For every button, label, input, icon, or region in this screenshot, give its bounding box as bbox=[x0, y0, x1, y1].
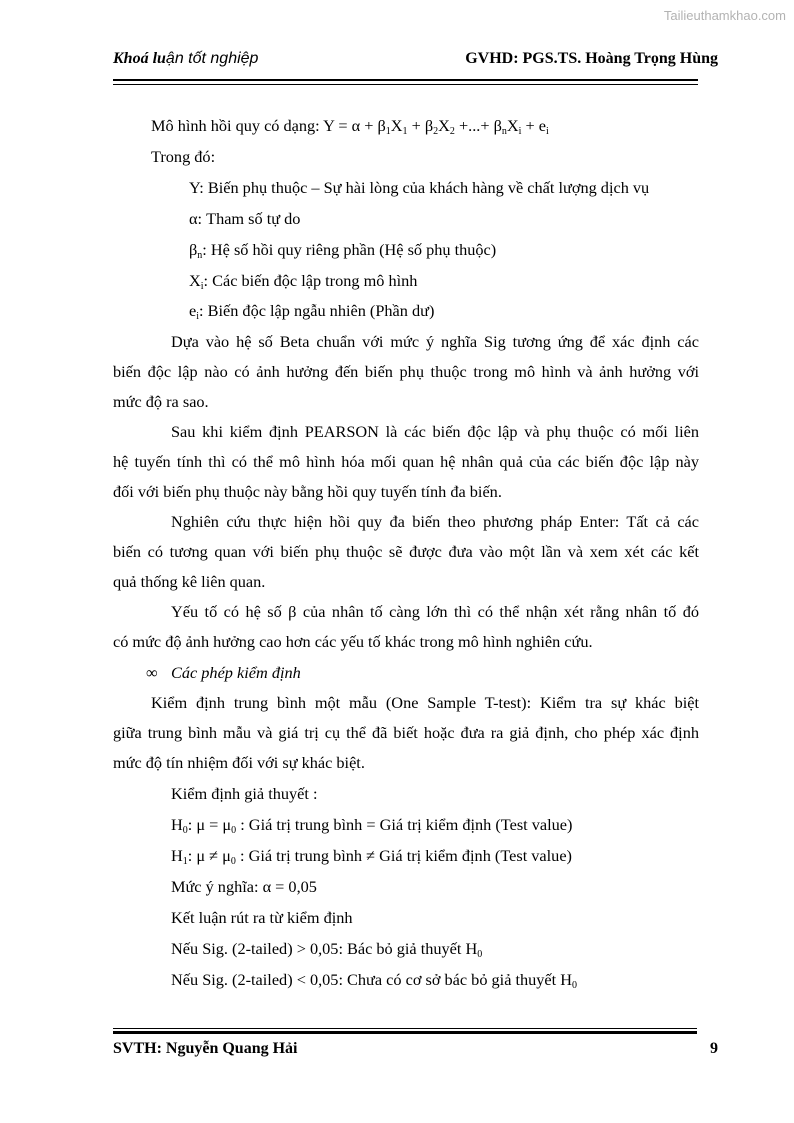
paragraph-line: Yếu tố có hệ số β của nhân tố càng lớn thì có thể nhận xét rằng nhân tố đó bbox=[171, 602, 699, 621]
header-rule-thin bbox=[113, 84, 698, 85]
regression-model: Mô hình hồi quy có dạng: $Y = \alpha + \beta_1X_1 + \beta_2X_2$ +...+ $\beta_nX_i + e_i$ bbox=[151, 116, 549, 137]
paragraph-line: có mức độ ảnh hưởng cao hơn các yếu tố khác trong mô hình nghiên cứu. bbox=[113, 632, 593, 651]
where-label: Trong đó: bbox=[151, 147, 216, 166]
definition-y: Y: Biến phụ thuộc – Sự hài lòng của khách hàng về chất lượng dịch vụ bbox=[189, 178, 650, 197]
footer-author: SVTH: Nguyễn Quang Hải bbox=[113, 1040, 298, 1057]
hypothesis-h1: $H_1$: $\mu \ne \mu_0$ : Giá trị trung bình ≠ Giá trị kiểm định (Test value) bbox=[171, 846, 572, 867]
header-thesis-label bbox=[113, 50, 258, 68]
paragraph-line: giữa trung bình mẫu và giá trị cụ thể đã biết hoặc đưa ra giả định, cho phép xác định bbox=[113, 723, 699, 742]
decision-rule-accept: Nếu Sig. (2-tailed) < 0,05: Chưa có cơ sở bác bỏ giả thuyết $H_0$ bbox=[171, 970, 578, 991]
page-number: 9 bbox=[710, 1040, 718, 1057]
header-thesis-label-bold: Khoá lu bbox=[113, 50, 166, 67]
footer-rule-thin bbox=[113, 1028, 697, 1029]
paragraph-line: mức độ ra sao. bbox=[113, 392, 209, 411]
section-heading: Các phép kiểm định bbox=[171, 663, 301, 682]
paragraph-line: Kiểm định trung bình một mẫu (One Sample T-test): Kiểm tra sự khác biệt bbox=[151, 693, 699, 712]
watermark: Tailieuthamkhao.com bbox=[663, 8, 786, 23]
header-thesis-label-rest: ận tốt nghiệp bbox=[165, 50, 259, 67]
hypothesis-h0: $H_0$: $\mu = \mu_0$ : Giá trị trung bình = Giá trị kiểm định (Test value) bbox=[171, 815, 573, 836]
definition-x: $X_i$: Các biến độc lập trong mô hình bbox=[189, 271, 418, 292]
header-rule bbox=[113, 79, 698, 81]
paragraph-line: biến độc lập nào có ảnh hưởng đến biến phụ thuộc trong mô hình và ảnh hưởng với bbox=[113, 362, 699, 381]
paragraph-line: Nghiên cứu thực hiện hồi quy đa biến theo phương pháp Enter: Tất cả các bbox=[171, 512, 699, 531]
paragraph-line: biến có tương quan với biến phụ thuộc sẽ được đưa vào một lần và xem xét các kết bbox=[113, 542, 699, 561]
paragraph-line: hệ tuyến tính thì có thể mô hình hóa mối quan hệ nhân quả của các biến độc lập này bbox=[113, 452, 699, 471]
footer-rule bbox=[113, 1031, 697, 1034]
header-supervisor: GVHD: PGS.TS. Hoàng Trọng Hùng bbox=[465, 50, 718, 67]
hypothesis-title: Kiểm định giả thuyết : bbox=[171, 784, 318, 803]
paragraph-line: Dựa vào hệ số Beta chuẩn với mức ý nghĩa Sig tương ứng để xác định các bbox=[171, 332, 699, 351]
significance-level: Mức ý nghĩa: α = 0,05 bbox=[171, 877, 317, 896]
section-bullet-icon: ∞ bbox=[146, 663, 158, 682]
paragraph-line: đối với biến phụ thuộc này bằng hồi quy tuyến tính đa biến. bbox=[113, 482, 502, 501]
decision-rule-reject: Nếu Sig. (2-tailed) > 0,05: Bác bỏ giả thuyết $H_0$ bbox=[171, 939, 483, 960]
conclusion-title: Kết luận rút ra từ kiểm định bbox=[171, 908, 353, 927]
paragraph-line: Sau khi kiểm định PEARSON là các biến độc lập và phụ thuộc có mối liên bbox=[171, 422, 699, 441]
definition-alpha: α: Tham số tự do bbox=[189, 209, 301, 228]
paragraph-line: quả thống kê liên quan. bbox=[113, 572, 266, 591]
definition-beta: $\beta_n$: Hệ số hồi quy riêng phần (Hệ số phụ thuộc) bbox=[189, 240, 497, 261]
paragraph-line: mức độ tín nhiệm đối với sự khác biệt. bbox=[113, 753, 365, 772]
definition-e: $e_i$: Biến độc lập ngẫu nhiên (Phần dư) bbox=[189, 301, 435, 322]
